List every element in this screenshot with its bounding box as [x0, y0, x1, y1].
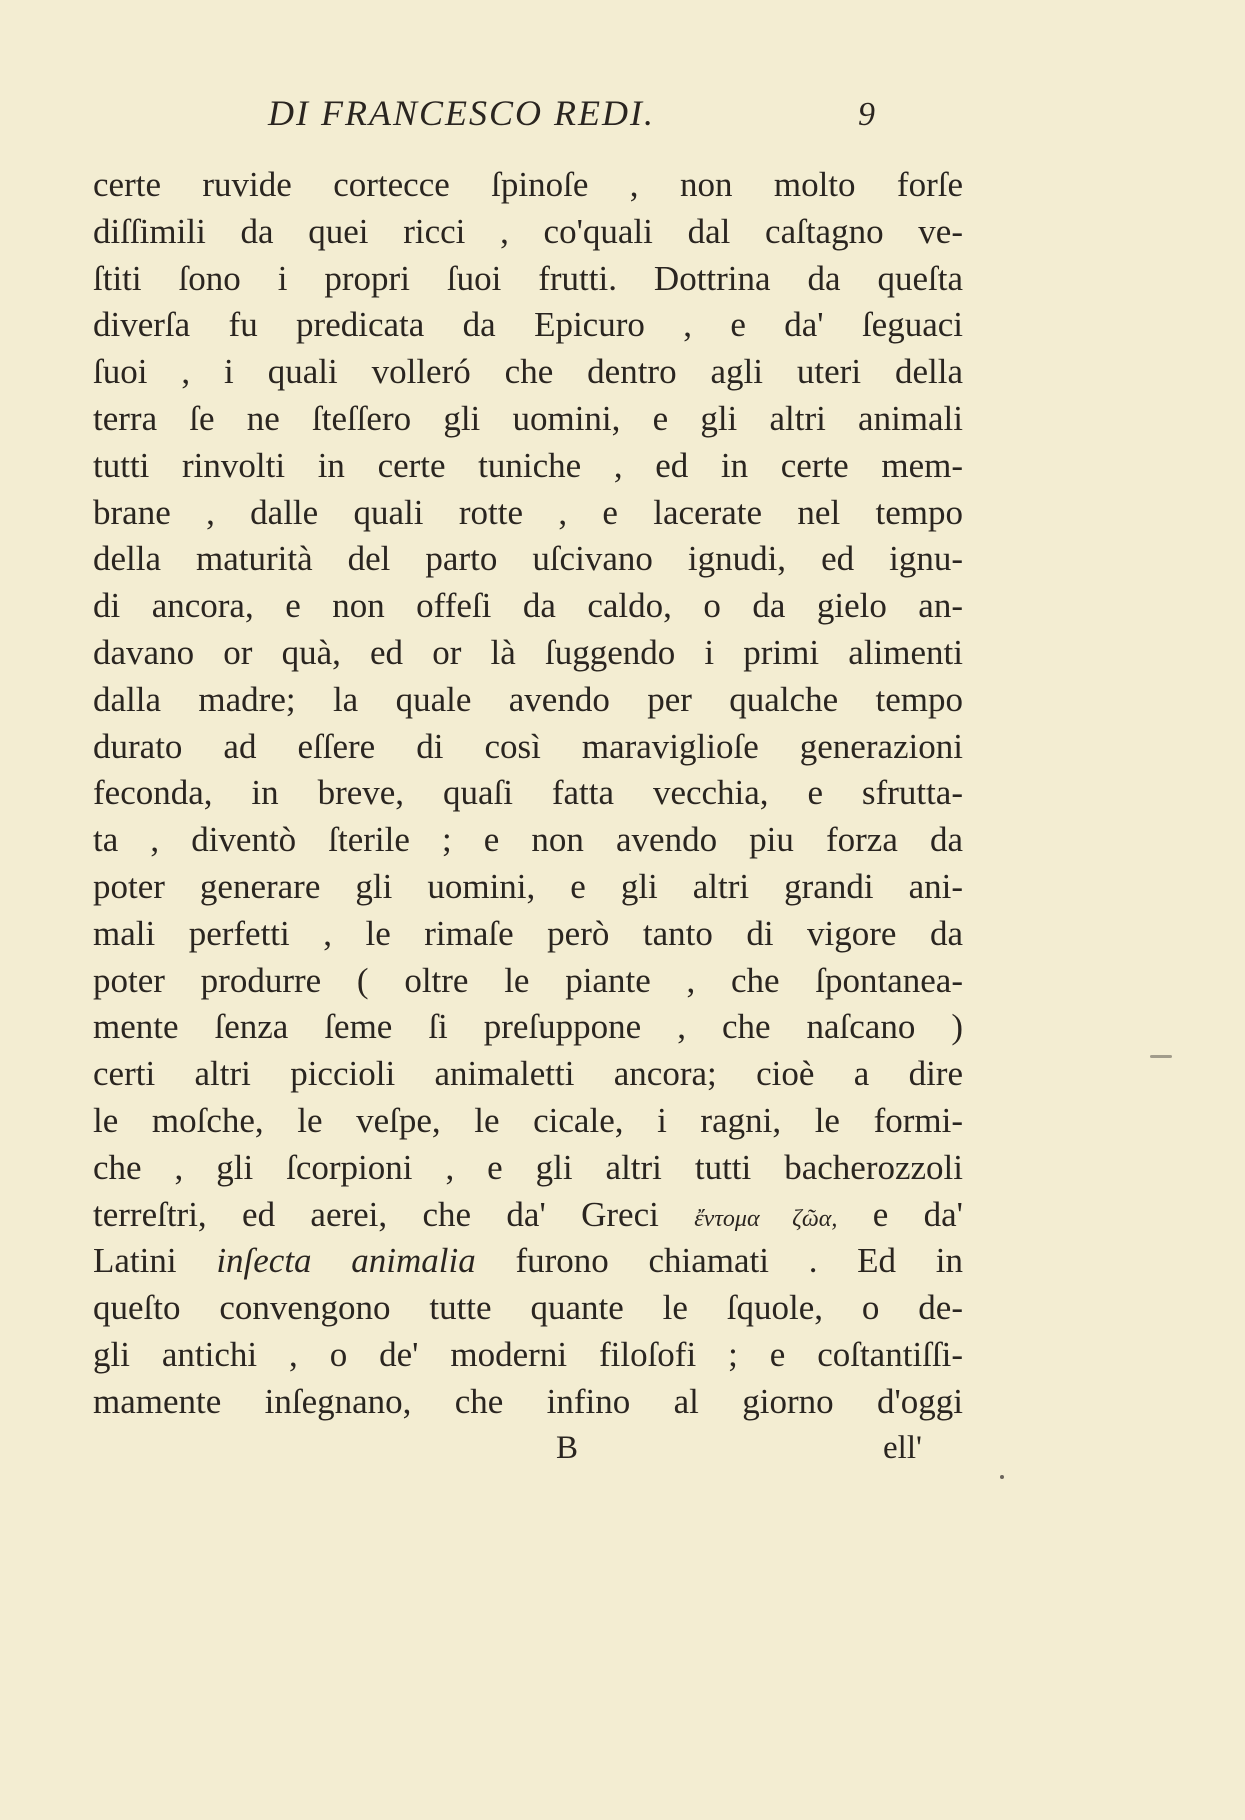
body-text	[93, 162, 963, 1426]
page-footer	[93, 1430, 963, 1476]
text-line: brane , dalle quali rotte , e lacerate nel tempo	[93, 492, 963, 532]
text-line: feconda, in breve, quaſi fatta vecchia, e sfrutta-	[93, 773, 963, 813]
text-line: diſſimili da quei ricci , co'quali dal caſtagno ve-	[93, 211, 963, 251]
text-line: della maturità del parto uſcivano ignudi, ed ignu-	[93, 539, 963, 579]
text-line: diverſa fu predicata da Epicuro , e da' ſeguaci	[93, 305, 963, 345]
paper-speck	[1000, 1475, 1004, 1479]
text-line: poter produrre ( oltre le piante , che ſpontanea-	[93, 960, 963, 1000]
text-line: mente ſenza ſeme ſi preſuppone , che naſcano )	[93, 1007, 963, 1047]
text-line-greek: terreſtri, ed aerei, che da' Greci ἔντομα ζῶα, e da'	[93, 1194, 963, 1234]
text-line-latin: Latini inſecta animalia furono chiamati . Ed in	[93, 1241, 963, 1281]
text-line: mamente inſegnano, che infino al giorno d'oggi	[93, 1381, 963, 1421]
text-line: che , gli ſcorpioni , e gli altri tutti bacherozzoli	[93, 1147, 963, 1187]
text-line: tutti rinvolti in certe tuniche , ed in certe mem-	[93, 445, 963, 485]
text-line: certi altri piccioli animaletti ancora; cioè a dire	[93, 1054, 963, 1094]
text-line: ſtiti ſono i propri ſuoi frutti. Dottrina da queſta	[93, 258, 963, 298]
text-line: gli antichi , o de' moderni filoſofi ; e coſtantiſſi-	[93, 1334, 963, 1374]
text-line: di ancora, e non offeſi da caldo, o da gielo an-	[93, 586, 963, 626]
text-line: terra ſe ne ſteſſero gli uomini, e gli altri animali	[93, 398, 963, 438]
page-header	[93, 92, 963, 142]
text-line: le moſche, le veſpe, le cicale, i ragni, le formi-	[93, 1100, 963, 1140]
page-number: 9	[858, 96, 875, 133]
paper-speck	[1150, 1055, 1172, 1058]
catchword: ell'	[883, 1430, 922, 1466]
text-line: poter generare gli uomini, e gli altri grandi ani-	[93, 866, 963, 906]
signature-mark: B	[556, 1430, 579, 1466]
text-line: dalla madre; la quale avendo per qualche tempo	[93, 679, 963, 719]
text-line: ta , diventò ſterile ; e non avendo piu forza da	[93, 820, 963, 860]
running-head: DI FRANCESCO REDI.	[268, 93, 655, 133]
text-line: mali perfetti , le rimaſe però tanto di vigore da	[93, 913, 963, 953]
latin-phrase: inſecta animalia	[216, 1241, 476, 1281]
text-line: queſto convengono tutte quante le ſquole, o de-	[93, 1288, 963, 1328]
text-line: davano or quà, ed or là ſuggendo i primi alimenti	[93, 632, 963, 672]
greek-phrase: ἔντομα ζῶα,	[694, 1205, 838, 1232]
text-line: ſuoi , i quali volleró che dentro agli uteri della	[93, 352, 963, 392]
text-line: certe ruvide cortecce ſpinoſe , non molto forſe	[93, 165, 963, 204]
text-line: durato ad eſſere di così maraviglioſe generazioni	[93, 726, 963, 766]
